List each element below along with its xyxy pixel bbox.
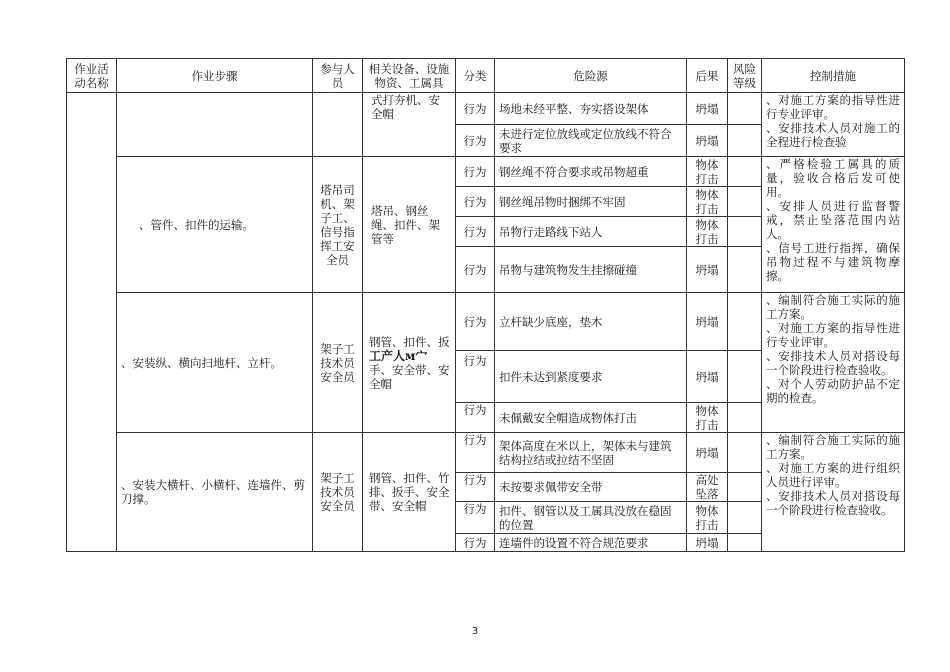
risk-level-cell bbox=[728, 502, 762, 534]
risk-level-cell bbox=[728, 433, 762, 473]
hazard-cell: 吊物行走路线下站人 bbox=[495, 217, 687, 247]
consequence-cell: 坍塌 bbox=[687, 351, 728, 403]
consequence-cell: 物体打击 bbox=[687, 187, 728, 217]
consequence-cell: 物体打击 bbox=[687, 403, 728, 433]
activity-name-cell bbox=[67, 93, 117, 552]
people-cell bbox=[313, 93, 363, 157]
table-row bbox=[67, 93, 905, 125]
header-risk: 风险等级 bbox=[728, 59, 762, 93]
risk-level-cell bbox=[728, 293, 762, 351]
category-cell: 行为 bbox=[456, 157, 495, 187]
consequence-cell: 坍塌 bbox=[687, 534, 728, 552]
hazard-cell: 连墙件的设置不符合规范要求 bbox=[495, 534, 687, 552]
measure-item: 、对施工方案的进行组织人员进行评审。 bbox=[766, 461, 900, 489]
people-cell: 架子工技术员安全员 bbox=[313, 293, 363, 433]
equipment-line: 钢管、扣件、扳 bbox=[369, 334, 450, 349]
risk-level-cell bbox=[728, 125, 762, 157]
hazard-cell: 场地未经平整、夯实搭设架体 bbox=[495, 93, 687, 125]
hazard-cell: 立杆缺少底座，垫木 bbox=[495, 293, 687, 351]
consequence-cell: 坍塌 bbox=[687, 125, 728, 157]
risk-level-cell bbox=[728, 93, 762, 125]
hazard-cell: 架体高度在米以上，架体未与建筑结构拉结或拉结不坚固 bbox=[495, 433, 687, 473]
risk-level-cell bbox=[728, 157, 762, 187]
category-cell: 行为 bbox=[456, 433, 495, 473]
header-hazard: 危险源 bbox=[495, 59, 687, 93]
consequence-cell: 物体打击 bbox=[687, 157, 728, 187]
measure-item: 、严格检验工属具的质量，验收合格后发可使用。 bbox=[766, 157, 900, 199]
header-row bbox=[67, 59, 905, 93]
measure-item: 、对个人劳动防护品不定期的检查。 bbox=[766, 377, 900, 405]
measures-cell bbox=[762, 157, 905, 293]
measure-item: 、编制符合施工实际的施工方案。 bbox=[766, 433, 900, 461]
consequence-cell: 坍塌 bbox=[687, 247, 728, 293]
category-cell: 行为 bbox=[456, 293, 495, 351]
equipment-line: 手、安全带、安全帽 bbox=[369, 362, 450, 391]
equipment-line: 工产人ᴍ宀 bbox=[369, 348, 428, 363]
measure-item: 、信号工进行指挥，确保吊物过程不与建筑物摩擦。 bbox=[766, 241, 900, 283]
consequence-cell: 物体打击 bbox=[687, 217, 728, 247]
hazard-cell: 未佩戴安全帽造成物体打击 bbox=[495, 403, 687, 433]
hazard-cell: 未按要求佩带安全带 bbox=[495, 473, 687, 502]
measures-cell bbox=[762, 433, 905, 552]
table-row bbox=[67, 293, 905, 351]
consequence-cell: 坍塌 bbox=[687, 433, 728, 473]
risk-assessment-table bbox=[66, 58, 905, 552]
category-cell: 行为 bbox=[456, 534, 495, 552]
step-cell: 、安装大横杆、小横杆、连墙件、剪刀撑。 bbox=[117, 433, 313, 552]
header-category: 分类 bbox=[456, 59, 495, 93]
measure-item: 、安排技术人员对搭设每一个阶段进行检查验收。 bbox=[766, 349, 900, 377]
category-cell: 行为 bbox=[456, 93, 495, 125]
category-cell: 行为 bbox=[456, 125, 495, 157]
header-consequence: 后果 bbox=[687, 59, 728, 93]
equipment-cell: 式打夯机、安全帽 bbox=[363, 93, 456, 157]
measures-cell bbox=[762, 293, 905, 433]
header-people: 参与人员 bbox=[313, 59, 363, 93]
hazard-cell: 钢丝绳吊物时捆绑不牢固 bbox=[495, 187, 687, 217]
table-row bbox=[67, 433, 905, 473]
risk-level-cell bbox=[728, 403, 762, 433]
risk-level-cell bbox=[728, 473, 762, 502]
hazard-cell: 钢丝绳不符合要求或吊物超重 bbox=[495, 157, 687, 187]
hazard-cell: 吊物与建筑物发生挂擦碰撞 bbox=[495, 247, 687, 293]
consequence-cell: 坍塌 bbox=[687, 293, 728, 351]
table-row bbox=[67, 157, 905, 187]
step-cell: 、管件、扣件的运输。 bbox=[117, 157, 313, 293]
category-cell: 行为 bbox=[456, 403, 495, 433]
header-equipment: 相关设备、设施物资、工属具 bbox=[363, 59, 456, 93]
measure-item: 、安排人员进行监督警戒，禁止坠落范围内站人。 bbox=[766, 199, 900, 241]
header-measures: 控制措施 bbox=[762, 59, 905, 93]
category-cell: 行为 bbox=[456, 351, 495, 403]
risk-level-cell bbox=[728, 534, 762, 552]
category-cell: 行为 bbox=[456, 502, 495, 534]
measure-item: 、对施工方案的指导性进行专业评审。 bbox=[766, 93, 900, 121]
people-cell: 架子工技术员安全员 bbox=[313, 433, 363, 552]
category-cell: 行为 bbox=[456, 473, 495, 502]
page-number: 3 bbox=[471, 626, 479, 637]
hazard-cell: 扣件、钢管以及工属具没放在稳固的位置 bbox=[495, 502, 687, 534]
measures-cell bbox=[762, 93, 905, 157]
risk-level-cell bbox=[728, 247, 762, 293]
risk-level-cell bbox=[728, 187, 762, 217]
category-cell: 行为 bbox=[456, 187, 495, 217]
equipment-cell: 钢管、扣件、竹排、扳手、安全带、安全帽 bbox=[363, 433, 456, 552]
header-steps: 作业步骤 bbox=[117, 59, 313, 93]
header-activity: 作业活动名称 bbox=[67, 59, 117, 93]
consequence-cell: 坍塌 bbox=[687, 93, 728, 125]
equipment-cell: 塔吊、钢丝绳、扣件、架管等 bbox=[363, 157, 456, 293]
risk-level-cell bbox=[728, 351, 762, 403]
risk-level-cell bbox=[728, 217, 762, 247]
step-cell bbox=[117, 93, 313, 157]
category-cell: 行为 bbox=[456, 217, 495, 247]
hazard-cell: 扣件未达到紧度要求 bbox=[495, 351, 687, 403]
people-cell: 塔吊司机、架子工、信号指挥工安全员 bbox=[313, 157, 363, 293]
hazard-cell: 未进行定位放线或定位放线不符合要求 bbox=[495, 125, 687, 157]
measure-item: 、对施工方案的指导性进行专业评审。 bbox=[766, 321, 900, 349]
consequence-cell: 高处坠落 bbox=[687, 473, 728, 502]
equipment-cell bbox=[363, 293, 456, 433]
measure-item: 、编制符合施工实际的施工方案。 bbox=[766, 293, 900, 321]
step-cell: 、安装纵、横向扫地杆、立杆。 bbox=[117, 293, 313, 433]
category-cell: 行为 bbox=[456, 247, 495, 293]
measure-item: 、安排技术人员对施工的全程进行检查验 bbox=[766, 121, 900, 149]
measure-item: 、安排技术人员对搭设每一个阶段进行检查验收。 bbox=[766, 489, 900, 517]
consequence-cell: 物体打击 bbox=[687, 502, 728, 534]
